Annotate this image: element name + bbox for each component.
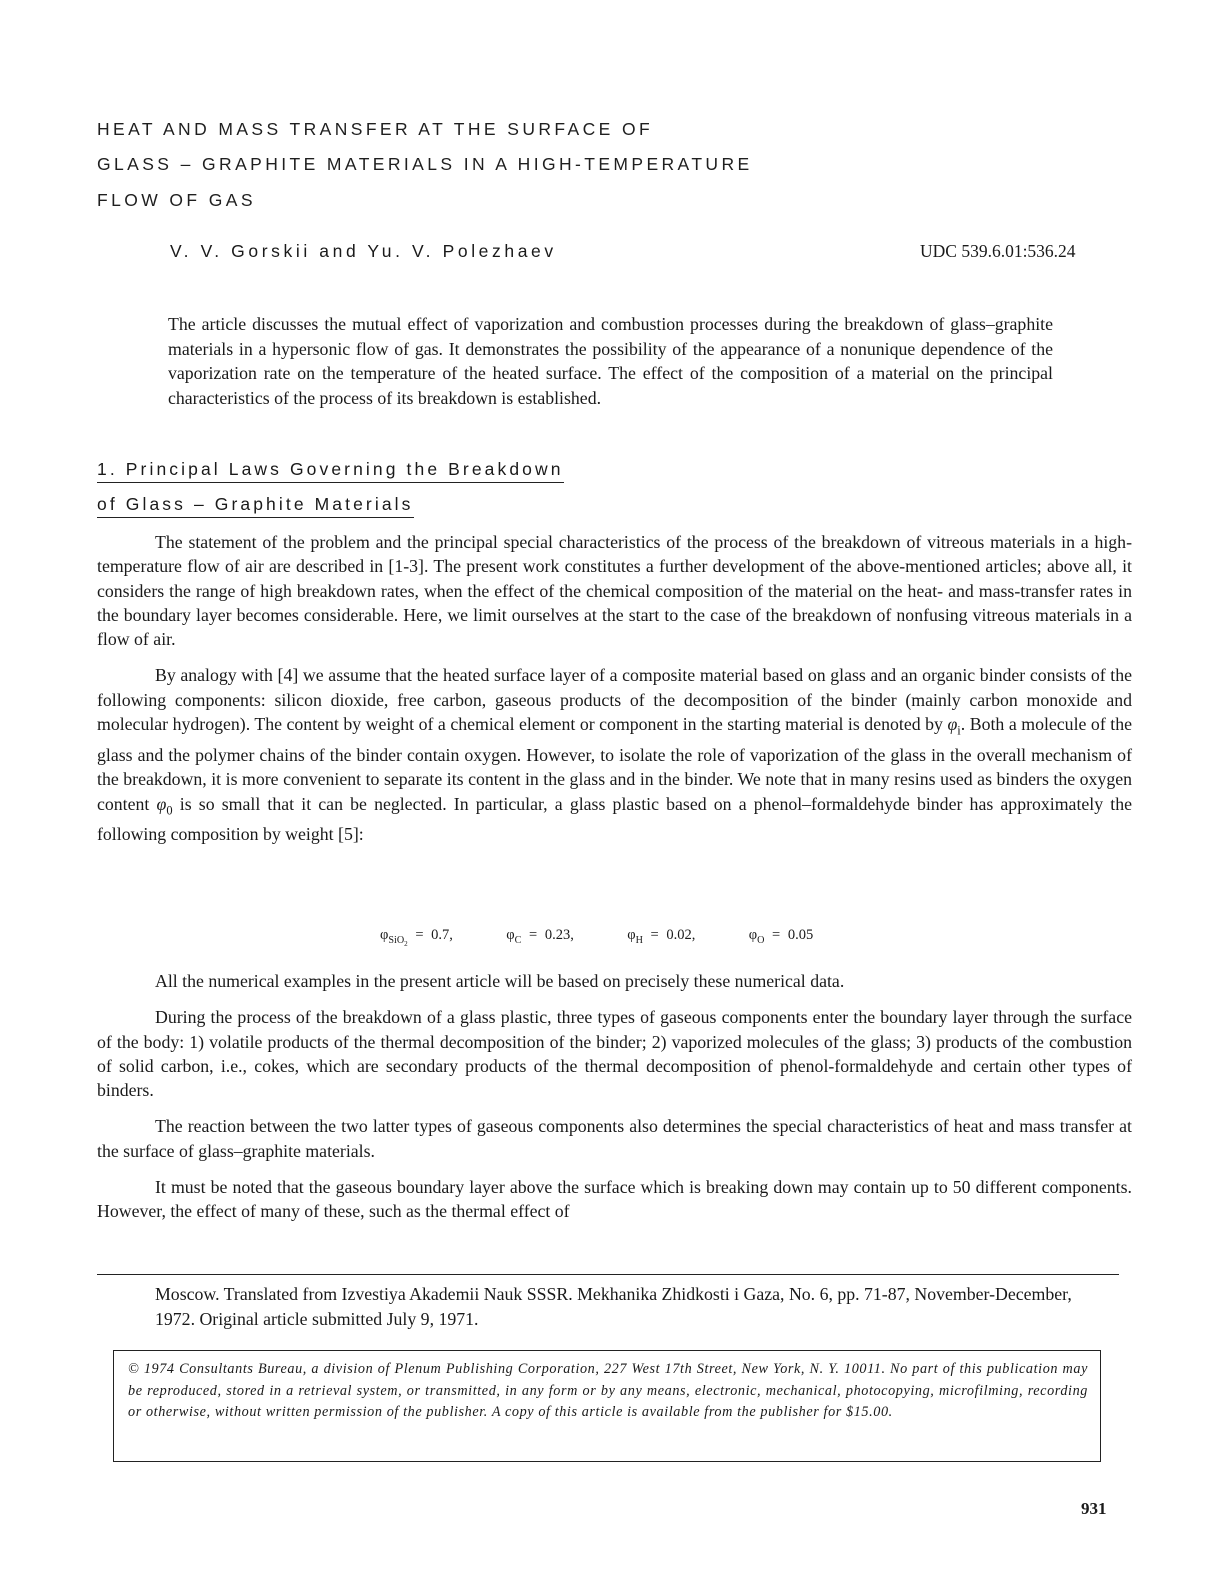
authors: V. V. Gorskii and Yu. V. Polezhaev <box>170 241 557 261</box>
abstract: The article discusses the mutual effect of vaporization and combustion processes during the breakdown of glass–graphite materials in a hypersonic flow of gas. It demonstrates the possibility of the appearance of a nonunique dependence of the vaporization rate on the temperature of the heated surface. The effect of the composition of a material on the principal characteristics of the process of its breakdown is established. <box>168 314 1053 408</box>
phi-symbol: φ <box>156 793 167 814</box>
footnote: Moscow. Translated from Izvestiya Akademii Nauk SSSR. Mekhanika Zhidkosti i Gaza, No. 6, pp. 71-87, November-December, 1972. Original article submitted July 9, 1971. <box>155 1284 1072 1329</box>
paragraph-6: It must be noted that the gaseous boundary layer above the surface which is breaking down may contain up to 50 different components. However, the effect of many of these, such as the thermal effect of <box>97 1177 1132 1222</box>
footnote-divider <box>97 1274 1119 1275</box>
composition-formula: $\varphi_{SiO_2} = 0.7$, $\varphi_C = 0.23$, $\varphi_H = 0.02$, $\varphi_O = 0.05$ <box>380 927 814 948</box>
body-text-lower <box>97 969 1132 1236</box>
page-number: 931 <box>1081 1499 1107 1518</box>
copyright-notice: © 1974 Consultants Bureau, a division of Plenum Publishing Corporation, 227 West 17th Street, New York, N. Y. 10011. No part of this publication may be reproduced, stored in a retrieval system, or transmitted, in any form or by any means, electronic, mechanical, photocopying, microfilming, recording or otherwise, without written permission of the publisher. A copy of this article is available from the publisher for $15.00. <box>113 1350 1101 1462</box>
paragraph-2: By analogy with [4] we assume that the heated surface layer of a composite material based on glass and an organic binder consists of the following components: silicon dioxide, free carbon, gaseous products of the decomposition of the binder (mainly carbon monoxide and molecular hydrogen). The content by weight of a chemical element or component in the starting material is denoted by $\varphi_i$. Both a molecule of the glass and the polymer chains of the binder contain oxygen. However, to isolate the role of vaporization of the glass in the overall mechanism of the breakdown, it is more convenient to separate its content in the glass and in the binder. We note that in many resins used as binders the oxygen content $\varphi_0$ is so small that it can be neglected. In particular, a glass plastic based on a phenol–formaldehyde binder has approximately the following composition by weight [5]: <box>97 665 1132 845</box>
section-heading-line-2: of Glass – Graphite Materials <box>97 494 414 518</box>
paragraph-1: The statement of the problem and the principal special characteristics of the process of the breakdown of vitreous materials in a high-temperature flow of air are described in [1-3]. The present work constitutes a further development of the above-mentioned articles; above all, it considers the range of high breakdown rates, when the effect of the chemical composition of the material on the heat- and mass-transfer rates in the boundary layer becomes considerable. Here, we limit ourselves at the start to the case of the breakdown of nonfusing vitreous materials in a flow of air. <box>97 532 1132 650</box>
article-title-line-3: FLOW OF GAS <box>97 190 256 210</box>
article-title-line-1: HEAT AND MASS TRANSFER AT THE SURFACE OF <box>97 119 654 139</box>
section-heading-line-1: 1. Principal Laws Governing the Breakdown <box>97 459 564 483</box>
article-title-line-2: GLASS – GRAPHITE MATERIALS IN A HIGH-TEMPERATURE <box>97 154 753 174</box>
paragraph-5: The reaction between the two latter types of gaseous components also determines the special characteristics of heat and mass transfer at the surface of glass–graphite materials. <box>97 1116 1132 1161</box>
paragraph-3: All the numerical examples in the present article will be based on precisely these numerical data. <box>155 971 845 991</box>
phi-symbol: φ <box>947 714 958 735</box>
udc-code: UDC 539.6.01:536.24 <box>920 241 1076 261</box>
body-text-upper <box>97 530 1132 859</box>
paragraph-4: During the process of the breakdown of a glass plastic, three types of gaseous components enter the boundary layer through the surface of the body: 1) volatile products of the thermal decomposition of the binder; 2) vaporized molecules of the glass; 3) products of the combustion of solid carbon, i.e., cokes, which are secondary products of the thermal decomposition of phenol-formaldehyde and certain other types of binders. <box>97 1007 1132 1101</box>
